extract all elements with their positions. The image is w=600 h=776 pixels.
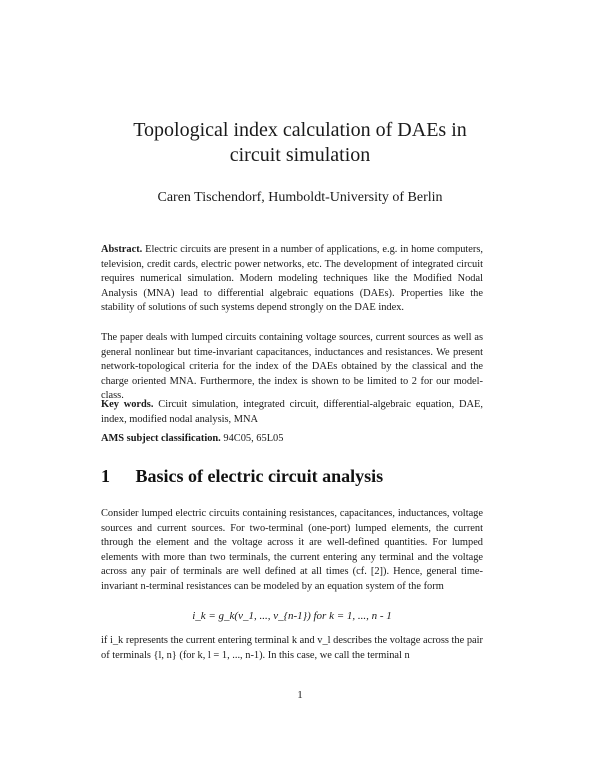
section-heading	[101, 466, 383, 487]
page-number: 1	[297, 689, 303, 701]
abstract	[101, 243, 483, 316]
keywords	[101, 398, 483, 427]
author-line: Caren Tischendorf, Humboldt-University of Berlin	[157, 190, 443, 205]
ams-classification	[101, 432, 483, 447]
ams-label: AMS subject classification.	[101, 433, 221, 444]
abstract-label: Abstract.	[101, 244, 143, 255]
section-number: 1	[101, 466, 110, 486]
title-line-2: circuit simulation	[229, 144, 371, 166]
equation: i_k = g_k(v_1, ..., v_{n-1}) for k = 1, ..., n - 1	[192, 610, 392, 622]
paper-title	[60, 118, 540, 168]
abstract-paragraph-2: The paper deals with lumped circuits containing voltage sources, current sources as well as general nonlinear but time-invariant capacitances, inductances and resistances. We present network-topological criteria for the index of the DAEs obtained by the classical and the charge oriented MNA. Furthermore, the index is shown to be limited to 2 for our model-class.	[101, 332, 483, 402]
keywords-text: Circuit simulation, integrated circuit, differential-algebraic equation, DAE, index, modified nodal analysis, MNA	[101, 399, 483, 425]
body-paragraph-1: Consider lumped electric circuits containing resistances, capacitances, inductances, voltage sources and current sources. For two-terminal (one-port) lumped elements, the current through the element and the voltage across it are well-defined quantities. For lumped elements with more than two terminals, the current entering any terminal and the voltage across any pair of terminals are well defined at all times (cf. [2]). Hence, general time-invariant n-terminal resistances can be modeled by an equation system of the form	[101, 508, 483, 592]
title-line-1: Topological index calculation of DAEs in	[133, 119, 467, 141]
abstract-text: Electric circuits are present in a number of applications, e.g. in home computers, television, credit cards, electric power networks, etc. The development of integrated circuit requires numerical simulation. Modern modeling techniques like the Modified Nodal Analysis (MNA) lead to differential algebraic equations (DAEs). Properties like the stability of solutions of such systems depend strongly on the DAE index.	[101, 244, 483, 314]
body-paragraph-2: if i_k represents the current entering terminal k and v_l describes the voltage across the pair of terminals {l, n} (for k, l = 1, ..., n-1). In this case, we call the terminal n	[101, 635, 483, 661]
ams-text: 94C05, 65L05	[223, 433, 284, 444]
keywords-label: Key words.	[101, 399, 154, 410]
section-title: Basics of electric circuit analysis	[135, 466, 384, 486]
